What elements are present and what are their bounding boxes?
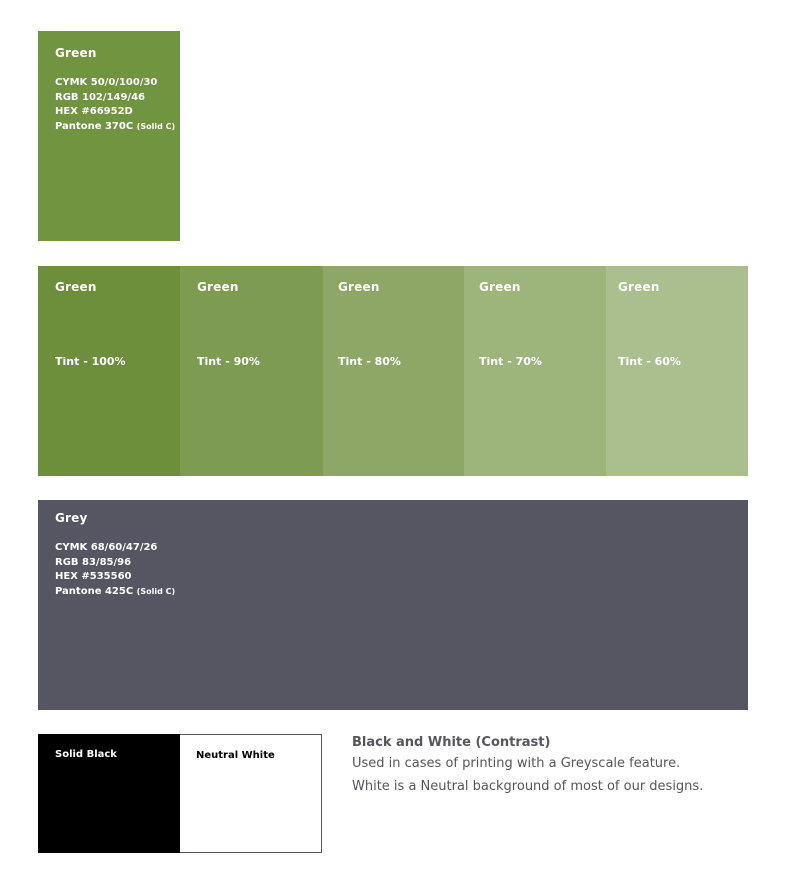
grey-pantone-note: (Solid C) xyxy=(136,587,176,596)
tint-swatch-70 xyxy=(464,266,606,476)
tint-swatch-80 xyxy=(323,266,464,476)
grey-pantone-row xyxy=(55,585,175,600)
green-primary-title: Green xyxy=(55,46,97,60)
green-primary-rgb: RGB 102/149/46 xyxy=(55,92,145,103)
tint-title: Green xyxy=(479,280,521,294)
grey-hex: HEX #535560 xyxy=(55,571,132,582)
solid-black-swatch xyxy=(38,734,180,853)
tint-label: Tint - 70% xyxy=(479,355,542,368)
tint-title: Green xyxy=(338,280,380,294)
green-primary-cymk: CYMK 50/0/100/30 xyxy=(55,77,158,88)
grey-cymk: CYMK 68/60/47/26 xyxy=(55,542,158,553)
grey-title: Grey xyxy=(55,511,88,525)
black-white-description xyxy=(352,734,703,798)
grey-swatch xyxy=(38,500,748,710)
tint-title: Green xyxy=(618,280,660,294)
tint-label: Tint - 100% xyxy=(55,355,126,368)
tint-swatch-60 xyxy=(606,266,748,476)
green-primary-pantone-note: (Solid C) xyxy=(136,122,176,131)
grey-rgb: RGB 83/85/96 xyxy=(55,557,132,568)
tint-swatch-90 xyxy=(180,266,323,476)
description-title: Black and White (Contrast) xyxy=(352,735,551,750)
tint-title: Green xyxy=(197,280,239,294)
green-primary-hex: HEX #66952D xyxy=(55,106,133,117)
tint-label: Tint - 80% xyxy=(338,355,401,368)
tint-label: Tint - 60% xyxy=(618,355,681,368)
neutral-white-label: Neutral White xyxy=(196,750,275,761)
tint-label: Tint - 90% xyxy=(197,355,260,368)
green-primary-swatch xyxy=(38,31,180,241)
grey-pantone: Pantone 425C xyxy=(55,586,134,597)
description-line-2: White is a Neutral background of most of our designs. xyxy=(352,779,704,794)
neutral-white-swatch xyxy=(180,734,322,853)
tint-swatch-100 xyxy=(38,266,180,476)
tint-title: Green xyxy=(55,280,97,294)
green-primary-pantone-row xyxy=(55,120,175,135)
description-line-1: Used in cases of printing with a Greyscale feature. xyxy=(352,756,681,771)
green-primary-pantone: Pantone 370C xyxy=(55,121,134,132)
solid-black-label: Solid Black xyxy=(55,749,117,760)
